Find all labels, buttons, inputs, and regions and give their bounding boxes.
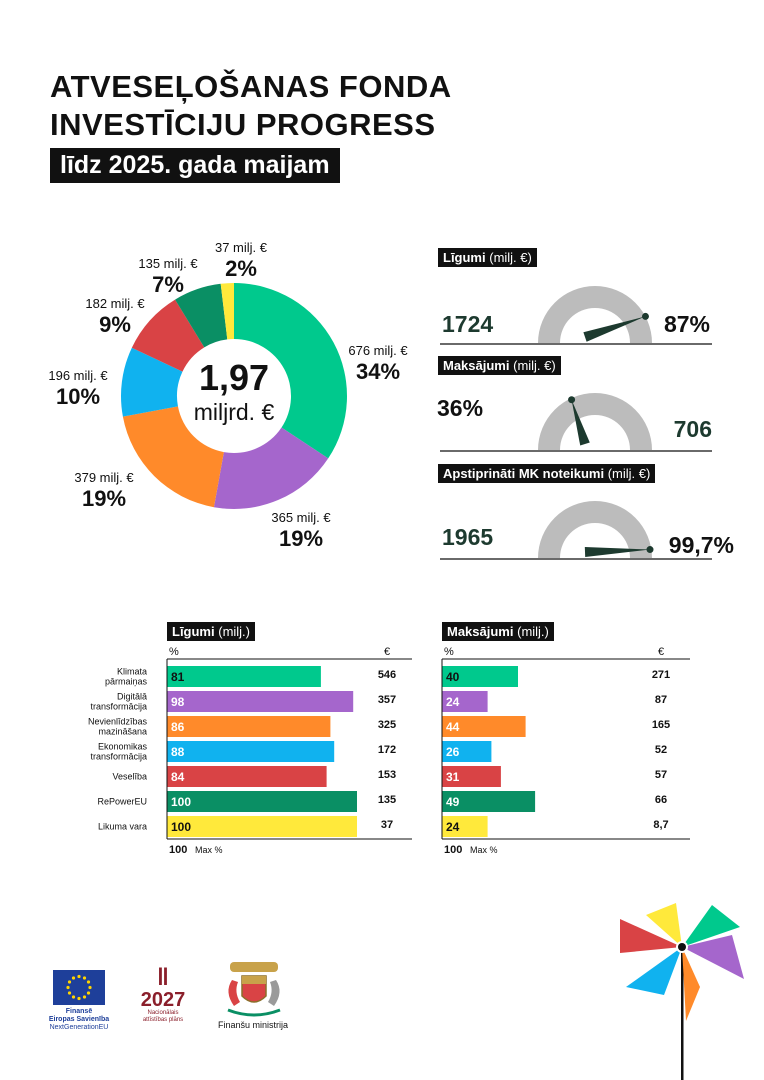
slice-amount-label: 676 milj. € (348, 343, 408, 358)
euro-value-label: 172 (377, 744, 397, 756)
footer-max-value: 100 (444, 844, 463, 856)
slice-amount-label: 365 milj. € (271, 510, 331, 525)
euro-value-label: 357 (377, 694, 397, 706)
euro-value-label: 165 (651, 719, 671, 731)
bar-panel-title-maksajumi: Maksājumi (milj.) (442, 622, 554, 641)
eu-caption: Finansē Eiropas Savienība NextGenerationEU (48, 1008, 110, 1031)
subtitle-banner: līdz 2025. gada maijam (50, 148, 340, 183)
euro-value-label: 135 (377, 794, 397, 806)
gauge-label-maksajumi: Maksājumi (milj. €) (438, 356, 561, 375)
gauge-needle-tip (642, 313, 649, 320)
slice-percent-label: 9% (99, 312, 131, 337)
gauge-percent: 87% (663, 311, 710, 337)
slice-percent-label: 7% (152, 272, 184, 297)
bar-value-label: 88 (171, 745, 185, 759)
category-label: Nevienlīdzības (87, 716, 147, 727)
category-label: mazināšana (98, 726, 147, 737)
pinwheel-icon (610, 875, 764, 1080)
euro-value-label: 37 (380, 819, 394, 831)
bar-value-label: 24 (446, 695, 460, 709)
eu-flag-logo (53, 970, 105, 1005)
column-header-percent: % (444, 646, 454, 658)
donut-center-unit: miljrd. € (193, 399, 275, 425)
euro-value-label: 87 (654, 694, 668, 706)
category-label: Digitālā (116, 691, 147, 702)
category-label: transformācija (90, 751, 147, 762)
footer-max-label: Max % (470, 845, 498, 855)
category-label: Ekonomikas (97, 741, 147, 752)
bar-value-label: 26 (446, 745, 460, 759)
np-bars-icon: ‖ (157, 964, 169, 991)
category-label: Klimata (116, 666, 147, 677)
slice-amount-label: 379 milj. € (74, 470, 134, 485)
gauge-amount: 1724 (442, 311, 494, 337)
gauge-amount: 706 (673, 416, 712, 442)
category-label: Likuma vara (97, 821, 147, 832)
bar-value-label: 44 (446, 720, 460, 734)
page-title (50, 68, 452, 144)
bar-value-label: 24 (446, 820, 460, 834)
footer-max-value: 100 (169, 844, 188, 856)
coat-of-arms-icon (220, 962, 288, 1018)
column-header-euro: € (657, 646, 665, 658)
bar-value-label: 98 (171, 695, 185, 709)
title-line-2: INVESTĪCIJU PROGRESS (50, 107, 436, 142)
slice-amount-label: 182 milj. € (85, 296, 145, 311)
euro-value-label: 66 (654, 794, 668, 806)
donut-center-value: 1,97 (198, 357, 270, 398)
title-line-1: ATVESEĻOŠANAS FONDA (50, 69, 452, 104)
gauge-percent: 36% (437, 395, 484, 421)
gauge-amount: 1965 (442, 524, 494, 550)
euro-value-label: 325 (377, 719, 397, 731)
column-header-percent: % (169, 646, 179, 658)
bar-value-label: 49 (446, 795, 460, 809)
bar-value-label: 100 (171, 795, 192, 809)
bar-panel-title-ligumi: Līgumi (milj.) (167, 622, 255, 641)
slice-percent-label: 34% (355, 359, 401, 384)
slice-percent-label: 19% (81, 486, 127, 511)
slice-percent-label: 19% (278, 526, 324, 551)
category-label: Veselība (112, 771, 147, 782)
gauge-arc (538, 393, 652, 450)
category-label: transformācija (90, 701, 147, 712)
bar (167, 666, 321, 687)
gauge-percent: 99,7% (668, 532, 734, 558)
bar (167, 816, 357, 837)
slice-amount-label: 196 milj. € (48, 368, 108, 383)
bar (167, 691, 353, 712)
bar (167, 741, 334, 762)
bar (167, 791, 357, 812)
slice-percent-label: 2% (225, 256, 257, 281)
euro-value-label: 57 (654, 769, 668, 781)
gauge-needle-tip (568, 396, 575, 403)
euro-value-label: 271 (651, 669, 671, 681)
bar (167, 716, 330, 737)
national-plan-logo: ‖ 2027 Nacionālais attīstības plāns (138, 966, 188, 1024)
bar-value-label: 84 (171, 770, 185, 784)
slice-percent-label: 10% (55, 384, 101, 409)
donut-chart (0, 220, 430, 560)
gauge-label-mk: Apstiprināti MK noteikumi (milj. €) (438, 464, 655, 483)
bar-value-label: 86 (171, 720, 185, 734)
ministry-caption: Finanšu ministrija (217, 1020, 289, 1030)
column-header-euro: € (383, 646, 391, 658)
footer-max-label: Max % (195, 845, 223, 855)
euro-value-label: 52 (654, 744, 668, 756)
bar-value-label: 81 (171, 670, 185, 684)
bar-charts (0, 618, 764, 858)
bar-value-label: 31 (446, 770, 460, 784)
category-label: RePowerEU (97, 796, 147, 807)
category-label: pārmaiņas (104, 676, 147, 687)
euro-value-label: 153 (377, 769, 397, 781)
gauge-panel (430, 240, 750, 570)
slice-amount-label: 135 milj. € (138, 256, 198, 271)
slice-amount-label: 37 milj. € (214, 240, 268, 255)
euro-value-label: 546 (377, 669, 397, 681)
bar-value-label: 40 (446, 670, 460, 684)
bar (167, 766, 327, 787)
gauge-needle-tip (646, 546, 653, 553)
gauge-label-ligumi: Līgumi (milj. €) (438, 248, 537, 267)
bar-value-label: 100 (171, 820, 192, 834)
euro-value-label: 8,7 (653, 819, 669, 831)
